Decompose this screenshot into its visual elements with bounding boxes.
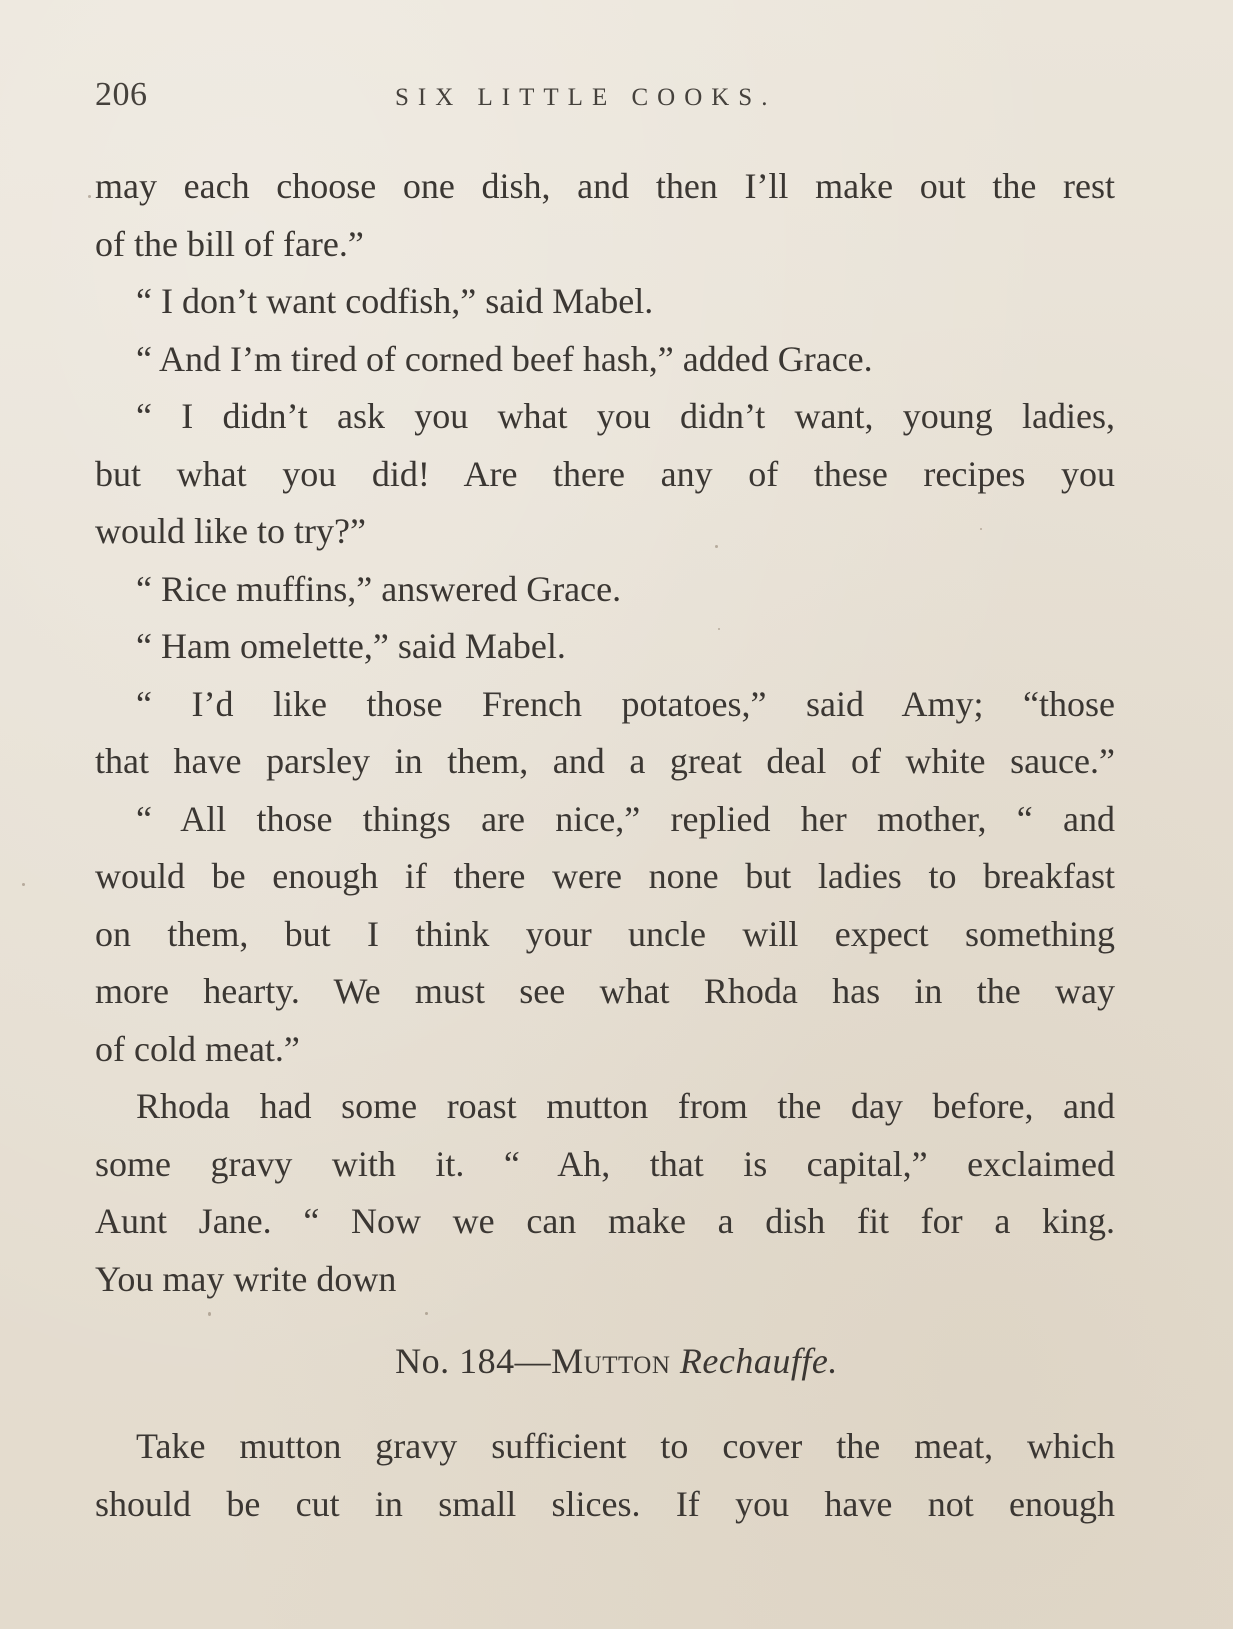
paper-speck xyxy=(88,195,91,198)
recipe-number: No. 184— xyxy=(395,1341,552,1381)
paper-speck xyxy=(22,883,25,886)
paper-speck xyxy=(715,545,718,548)
body-text-line: may each choose one dish, and then I’ll make out the rest xyxy=(95,166,1115,206)
body-text-line: “ I’d like those French potatoes,” said Amy; “those xyxy=(136,683,1115,724)
body-text-line: of the bill of fare.” xyxy=(95,223,364,264)
body-text-line: “ I don’t want codfish,” said Mabel. xyxy=(136,281,654,321)
body-text-line: “ I didn’t ask you what you didn’t want, young ladies, xyxy=(136,396,1115,436)
body-text-line: “ All those things are nice,” replied her mother, “ and xyxy=(136,798,1115,839)
recipe-text-line: should be cut in small slices. If you have not enough xyxy=(95,1483,1115,1524)
body-text-line: “ And I’m tired of corned beef hash,” added Grace. xyxy=(136,338,873,379)
body-text-line: Aunt Jane. “ Now we can make a dish fit for a king. xyxy=(95,1201,1115,1241)
body-text-line: that have parsley in them, and a great deal of white sauce.” xyxy=(95,741,1115,781)
recipe-name-italic: Rechauffe. xyxy=(679,1341,838,1381)
recipe-name-smallcaps: Mutton xyxy=(551,1341,671,1381)
body-text-line: but what you did! Are there any of these recipes you xyxy=(95,453,1115,494)
body-text-line: more hearty. We must see what Rhoda has in the way xyxy=(95,971,1115,1011)
recipe-body xyxy=(95,1418,1115,1533)
paper-speck xyxy=(718,628,720,630)
body-text-line: Rhoda had some roast mutton from the day before, and xyxy=(136,1086,1115,1126)
paper-speck xyxy=(425,1312,428,1315)
body-text-line: on them, but I think your uncle will expect something xyxy=(95,913,1115,954)
body-text-line: “ Rice muffins,” answered Grace. xyxy=(136,568,622,609)
body-text xyxy=(95,158,1115,1308)
recipe-title xyxy=(0,1340,1233,1382)
body-text-line: would like to try?” xyxy=(95,511,366,551)
paper-speck xyxy=(208,1312,211,1316)
recipe-text-line: Take mutton gravy sufficient to cover the meat, which xyxy=(136,1426,1115,1466)
running-head: SIX LITTLE COOKS. xyxy=(395,84,777,111)
page-header xyxy=(95,72,1115,122)
paper-speck xyxy=(980,528,982,530)
body-text-line: some gravy with it. “ Ah, that is capital,” exclaimed xyxy=(95,1143,1115,1184)
body-text-line: “ Ham omelette,” said Mabel. xyxy=(136,626,566,666)
body-text-line: of cold meat.” xyxy=(95,1028,300,1069)
body-text-line: would be enough if there were none but ladies to breakfast xyxy=(95,856,1115,896)
body-text-line: You may write down xyxy=(95,1258,397,1299)
page-number: 206 xyxy=(95,76,148,113)
